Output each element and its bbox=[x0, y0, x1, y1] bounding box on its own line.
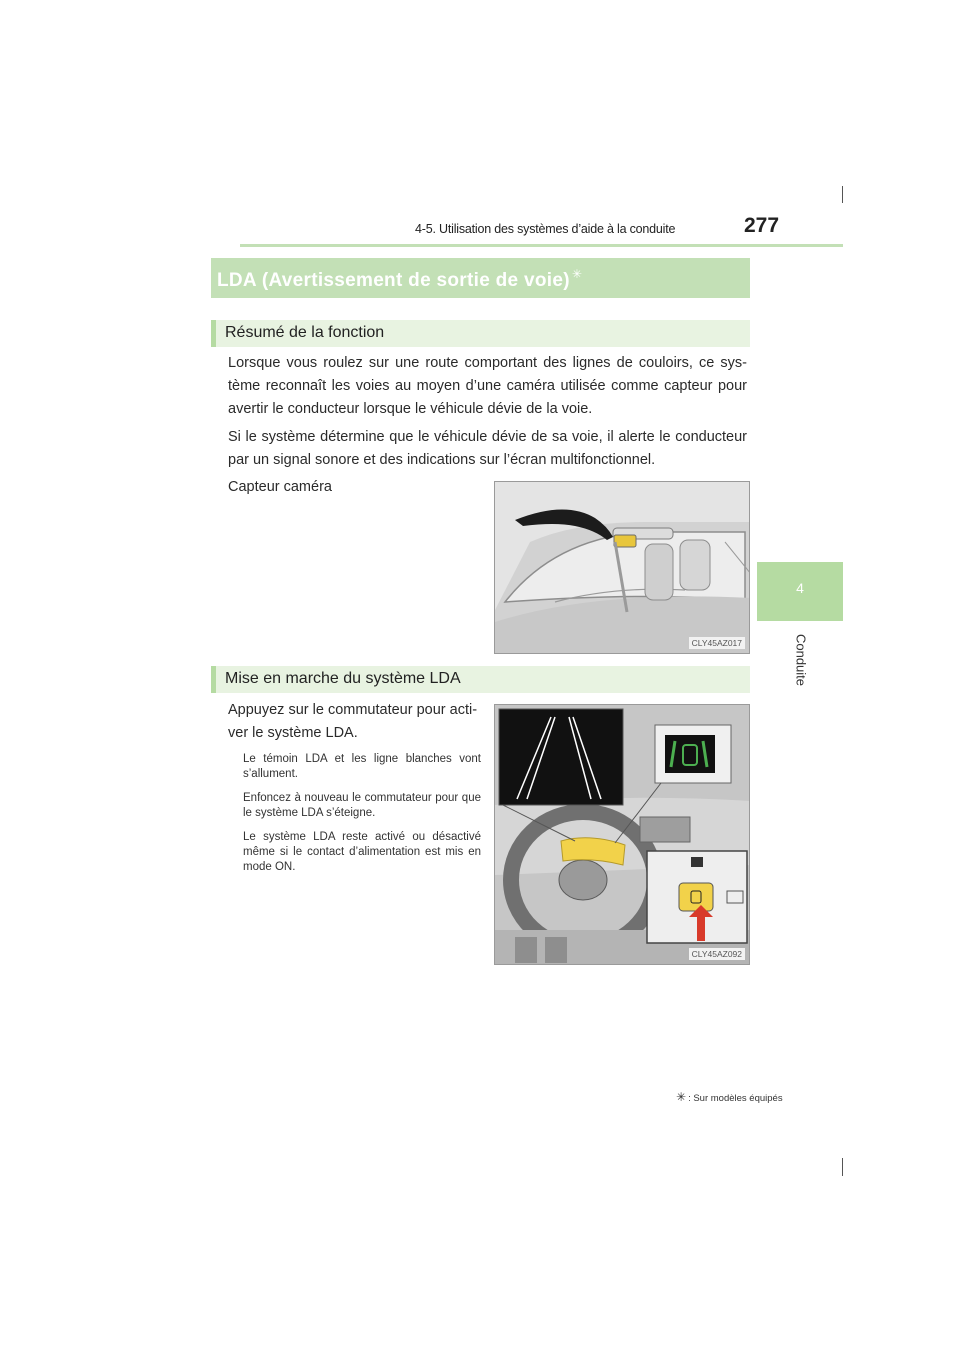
lda-switch-figure bbox=[494, 704, 750, 965]
summary-heading-bar bbox=[211, 320, 750, 347]
camera-sensor-figure bbox=[494, 481, 750, 654]
activation-instruction: Appuyez sur le commutateur pour acti-ver le système LDA. bbox=[228, 702, 478, 741]
header-section-title: 4-5. Utilisation des systèmes d’aide à la conduite bbox=[415, 222, 676, 236]
activation-heading-bar bbox=[211, 666, 750, 693]
chapter-number: 4 bbox=[796, 580, 804, 596]
header-rule bbox=[240, 244, 843, 247]
dashboard-illustration bbox=[495, 705, 750, 965]
footnote-text: : Sur modèles équipés bbox=[688, 1093, 783, 1104]
page-number: 277 bbox=[744, 214, 780, 237]
footnote-star: ✳ bbox=[676, 1090, 687, 1104]
chapter-label bbox=[786, 625, 816, 695]
page-header bbox=[0, 0, 960, 280]
camera-sensor-label: Capteur caméra bbox=[228, 479, 332, 495]
windshield-illustration bbox=[495, 482, 750, 654]
crop-mark-bottom bbox=[842, 1158, 843, 1176]
activation-heading: Mise en marche du système LDA bbox=[225, 670, 461, 687]
summary-heading: Résumé de la fonction bbox=[225, 324, 385, 341]
figure-code: CLY45AZ017 bbox=[689, 637, 745, 649]
figure-code: CLY45AZ092 bbox=[689, 948, 745, 960]
footnote-marker: ✳ bbox=[571, 267, 583, 281]
section-title-text: LDA (Avertissement de sortie de voie) bbox=[217, 270, 570, 291]
section-title bbox=[217, 267, 582, 292]
chapter-tab bbox=[757, 562, 843, 621]
note-2: Enfoncez à nouveau le commutateur pour que le système LDA s’éteigne. bbox=[243, 792, 481, 819]
section-title-bar bbox=[211, 258, 750, 298]
note-1: Le témoin LDA et les ligne blanches vont s’allument. bbox=[243, 753, 481, 780]
note-3: Le système LDA reste activé ou désactivé même si le contact d’alimentation est mis en mode ON. bbox=[243, 831, 481, 873]
footnote bbox=[676, 1090, 783, 1104]
chapter-label-text: Conduite bbox=[793, 633, 809, 687]
summary-paragraph-1: Lorsque vous roulez sur une route comportant des lignes de couloirs, ce sys-tème reconnaît les voies au moyen d’une caméra utilisée comme capteur pour avertir le conducteur lorsque le véhicule dévie de la voie. bbox=[228, 355, 747, 417]
summary-paragraph-2: Si le système détermine que le véhicule dévie de sa voie, il alerte le conducteur par un signal sonore et des indications sur l’écran multifonctionnel. bbox=[228, 429, 747, 468]
